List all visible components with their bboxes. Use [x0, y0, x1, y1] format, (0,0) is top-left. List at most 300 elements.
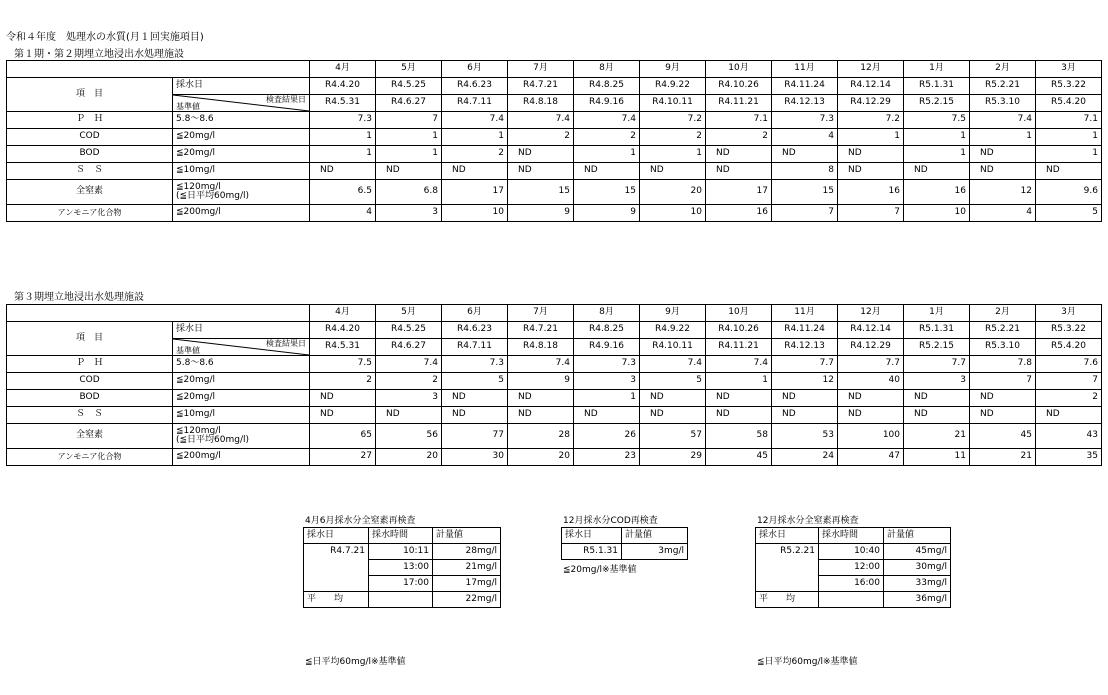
- recheck-value: 30mg/l: [884, 560, 951, 576]
- standard-limit: 5.8～8.6: [176, 358, 214, 369]
- measured-value: 7: [772, 205, 838, 222]
- sampling-date: R5.3.22: [1036, 78, 1102, 95]
- header-measured-value: 計量値: [622, 528, 688, 544]
- page-title: 令和４年度 処理水の水質(月１回実施項目): [6, 32, 204, 43]
- month-header: 3月: [1036, 305, 1102, 322]
- recheck-time: 16:00: [819, 576, 884, 592]
- measured-value: 1: [640, 146, 706, 163]
- sampling-date: R4.8.25: [574, 78, 640, 95]
- measured-value: 1: [310, 129, 376, 146]
- measured-value: 1: [574, 146, 640, 163]
- measured-value: ND: [838, 390, 904, 407]
- recheck-time: 10:40: [819, 544, 884, 560]
- standard-limit: ≦200mg/l: [176, 207, 221, 218]
- measured-value: 1: [376, 129, 442, 146]
- empty-corner-cell: [7, 305, 310, 322]
- parameter-name: Ｐ Ｈ: [7, 356, 173, 373]
- measured-value: 7.4: [376, 356, 442, 373]
- empty-cell: [304, 560, 369, 576]
- water-quality-table-2: [6, 304, 1102, 466]
- result-date: R4.5.31: [310, 95, 376, 112]
- standard-limit: ≦10mg/l: [176, 409, 216, 420]
- sampling-date: R4.9.22: [640, 78, 706, 95]
- measured-value: 7: [1036, 373, 1102, 390]
- measured-value: 7.3: [772, 112, 838, 129]
- measured-value: 8: [772, 163, 838, 180]
- recheck-value: 3mg/l: [622, 544, 688, 560]
- standard-result-diagonal-cell: [173, 339, 310, 356]
- recheck-2-table: [561, 527, 688, 560]
- measured-value: ND: [1036, 163, 1102, 180]
- parameter-name: アンモニア化合物: [7, 205, 173, 222]
- measured-value: 9: [574, 205, 640, 222]
- measured-value: 26: [574, 424, 640, 449]
- recheck-2-note: ≦20mg/l※基準値: [563, 565, 637, 575]
- month-header: 11月: [772, 61, 838, 78]
- measured-value: ND: [442, 407, 508, 424]
- measured-value: 7.7: [838, 356, 904, 373]
- header-sampling-time: 採水時間: [369, 528, 433, 544]
- parameter-row: [7, 205, 1102, 222]
- recheck-date: R5.1.31: [562, 544, 622, 560]
- standard-limit: ≦10mg/l: [176, 165, 216, 176]
- recheck-3-table: [755, 527, 951, 608]
- result-date: R5.2.15: [904, 95, 970, 112]
- measured-value: 4: [310, 205, 376, 222]
- month-header: 4月: [310, 305, 376, 322]
- parameter-row: [7, 424, 1102, 449]
- measured-value: 57: [640, 424, 706, 449]
- measured-value: 7.2: [838, 112, 904, 129]
- result-date-label: 検査結果日: [266, 95, 306, 104]
- measured-value: 2: [1036, 390, 1102, 407]
- parameter-row: [7, 180, 1102, 205]
- parameter-name: Ｓ Ｓ: [7, 163, 173, 180]
- measured-value: ND: [310, 163, 376, 180]
- measured-value: 15: [772, 180, 838, 205]
- result-date: R5.3.10: [970, 339, 1036, 356]
- month-header: 1月: [904, 305, 970, 322]
- measured-value: 2: [574, 129, 640, 146]
- measured-value: 9: [508, 205, 574, 222]
- recheck-3-title: 12月採水分全窒素再検査: [757, 516, 859, 526]
- parameter-row: [7, 373, 1102, 390]
- measured-value: ND: [442, 390, 508, 407]
- parameter-name: Ｐ Ｈ: [7, 112, 173, 129]
- measured-value: 2: [376, 373, 442, 390]
- parameter-row: [7, 112, 1102, 129]
- average-value: 22mg/l: [433, 592, 501, 608]
- measured-value: 7.3: [310, 112, 376, 129]
- measured-value: ND: [442, 163, 508, 180]
- measured-value: ND: [904, 163, 970, 180]
- standard-label: 基準値: [176, 101, 200, 111]
- facility-2-title: 第３期埋立地浸出水処理施設: [14, 292, 144, 303]
- measured-value: ND: [640, 163, 706, 180]
- recheck-1-note: ≦日平均60mg/l※基準値: [305, 657, 406, 667]
- header-sampling-date: 採水日: [304, 528, 369, 544]
- result-date: R5.2.15: [904, 339, 970, 356]
- header-sampling-date: 採水日: [756, 528, 819, 544]
- month-header: 7月: [508, 305, 574, 322]
- measured-value: 1: [1036, 129, 1102, 146]
- measured-value: 35: [1036, 449, 1102, 466]
- parameter-row: [7, 356, 1102, 373]
- result-date: R4.9.16: [574, 95, 640, 112]
- parameter-name: COD: [7, 373, 173, 390]
- recheck-value: 45mg/l: [884, 544, 951, 560]
- recheck-date: R5.2.21: [756, 544, 819, 560]
- month-header: 1月: [904, 61, 970, 78]
- recheck-time: 10:11: [369, 544, 433, 560]
- standard-limit: ≦200mg/l: [176, 451, 221, 462]
- sampling-date-label: 採水日: [173, 78, 310, 95]
- measured-value: 27: [310, 449, 376, 466]
- sampling-date: R4.10.26: [706, 322, 772, 339]
- month-header: 4月: [310, 61, 376, 78]
- measured-value: 10: [640, 205, 706, 222]
- month-header: 12月: [838, 305, 904, 322]
- measured-value: ND: [904, 390, 970, 407]
- measured-value: ND: [310, 390, 376, 407]
- result-date: R4.12.13: [772, 339, 838, 356]
- result-date-label: 検査結果日: [266, 339, 306, 348]
- measured-value: 7.8: [970, 356, 1036, 373]
- result-date: R4.6.27: [376, 95, 442, 112]
- measured-value: 1: [376, 146, 442, 163]
- standard-value: [173, 180, 310, 205]
- month-header-row: [7, 61, 1102, 78]
- measured-value: 7.3: [574, 356, 640, 373]
- measured-value: ND: [772, 407, 838, 424]
- parameter-row: [7, 129, 1102, 146]
- sampling-date: R4.11.24: [772, 322, 838, 339]
- measured-value: 4: [772, 129, 838, 146]
- measured-value: ND: [706, 390, 772, 407]
- measured-value: 45: [706, 449, 772, 466]
- sampling-date: R5.2.21: [970, 322, 1036, 339]
- measured-value: 7: [376, 112, 442, 129]
- parameter-name: Ｓ Ｓ: [7, 407, 173, 424]
- measured-value: 3: [376, 390, 442, 407]
- measured-value: ND: [970, 390, 1036, 407]
- sampling-date: R4.12.14: [838, 78, 904, 95]
- parameter-row: [7, 146, 1102, 163]
- measured-value: 1: [310, 146, 376, 163]
- standard-limit: 5.8～8.6: [176, 114, 214, 125]
- measured-value: 43: [1036, 424, 1102, 449]
- sampling-date: R4.5.25: [376, 78, 442, 95]
- result-date: R4.8.18: [508, 339, 574, 356]
- sampling-date: R5.2.21: [970, 78, 1036, 95]
- parameter-row: [7, 407, 1102, 424]
- measured-value: 16: [904, 180, 970, 205]
- measured-value: 10: [904, 205, 970, 222]
- parameter-name: 全窒素: [7, 424, 173, 449]
- month-header: 2月: [970, 305, 1036, 322]
- measured-value: 17: [442, 180, 508, 205]
- measured-value: 7.7: [772, 356, 838, 373]
- parameter-row: [7, 390, 1102, 407]
- standard-value: [173, 449, 310, 466]
- measured-value: ND: [640, 407, 706, 424]
- recheck-3-note: ≦日平均60mg/l※基準値: [757, 657, 858, 667]
- measured-value: ND: [574, 163, 640, 180]
- sampling-date: R5.1.31: [904, 322, 970, 339]
- measured-value: ND: [970, 407, 1036, 424]
- result-date: R4.8.18: [508, 95, 574, 112]
- sampling-date-label: 採水日: [173, 322, 310, 339]
- measured-value: ND: [970, 163, 1036, 180]
- recheck-value: 28mg/l: [433, 544, 501, 560]
- measured-value: 7.6: [1036, 356, 1102, 373]
- measured-value: ND: [640, 390, 706, 407]
- sampling-date: R4.10.26: [706, 78, 772, 95]
- measured-value: 2: [508, 129, 574, 146]
- result-date: R4.11.21: [706, 95, 772, 112]
- measured-value: 65: [310, 424, 376, 449]
- month-header: 6月: [442, 61, 508, 78]
- standard-label: 基準値: [176, 345, 200, 355]
- standard-value: [173, 373, 310, 390]
- measured-value: 3: [574, 373, 640, 390]
- measured-value: 100: [838, 424, 904, 449]
- recheck-1-title: 4月6月採水分全窒素再検査: [305, 516, 416, 526]
- standard-result-diagonal-cell: [173, 95, 310, 112]
- measured-value: 2: [442, 146, 508, 163]
- measured-value: 9: [508, 373, 574, 390]
- standard-value: [173, 356, 310, 373]
- parameter-name: BOD: [7, 146, 173, 163]
- result-date: R4.6.27: [376, 339, 442, 356]
- measured-value: 1: [706, 373, 772, 390]
- month-header: 6月: [442, 305, 508, 322]
- measured-value: 16: [838, 180, 904, 205]
- measured-value: 7: [838, 205, 904, 222]
- water-quality-table-1: [6, 60, 1102, 222]
- measured-value: 7.4: [574, 112, 640, 129]
- result-date: R4.5.31: [310, 339, 376, 356]
- measured-value: 1: [1036, 146, 1102, 163]
- month-header: 2月: [970, 61, 1036, 78]
- recheck-value: 21mg/l: [433, 560, 501, 576]
- month-header: 7月: [508, 61, 574, 78]
- measured-value: 7.5: [310, 356, 376, 373]
- measured-value: 17: [706, 180, 772, 205]
- measured-value: 21: [970, 449, 1036, 466]
- standard-value: [173, 129, 310, 146]
- measured-value: 7.2: [640, 112, 706, 129]
- result-date: R4.10.11: [640, 339, 706, 356]
- measured-value: 7.4: [640, 356, 706, 373]
- measured-value: ND: [706, 163, 772, 180]
- measured-value: 4: [970, 205, 1036, 222]
- sampling-date: R5.3.22: [1036, 322, 1102, 339]
- average-label: 平 均: [756, 592, 819, 608]
- recheck-2-title: 12月採水分COD再検査: [563, 516, 658, 526]
- measured-value: ND: [904, 407, 970, 424]
- sampling-date: R5.1.31: [904, 78, 970, 95]
- measured-value: 9.6: [1036, 180, 1102, 205]
- measured-value: 7.3: [442, 356, 508, 373]
- measured-value: ND: [508, 390, 574, 407]
- measured-value: 7: [970, 373, 1036, 390]
- measured-value: 3: [904, 373, 970, 390]
- measured-value: 3: [376, 205, 442, 222]
- sampling-date: R4.9.22: [640, 322, 706, 339]
- measured-value: ND: [508, 407, 574, 424]
- standard-value: [173, 407, 310, 424]
- measured-value: 11: [904, 449, 970, 466]
- parameter-name: BOD: [7, 390, 173, 407]
- sampling-date: R4.11.24: [772, 78, 838, 95]
- measured-value: 15: [508, 180, 574, 205]
- header-measured-value: 計量値: [884, 528, 951, 544]
- result-date: R4.12.29: [838, 95, 904, 112]
- measured-value: 7.4: [970, 112, 1036, 129]
- header-sampling-time: 採水時間: [819, 528, 884, 544]
- recheck-value: 17mg/l: [433, 576, 501, 592]
- month-header: 9月: [640, 61, 706, 78]
- measured-value: 24: [772, 449, 838, 466]
- month-header: 8月: [574, 305, 640, 322]
- standard-value: [173, 146, 310, 163]
- measured-value: 7.1: [1036, 112, 1102, 129]
- result-date: R5.4.20: [1036, 339, 1102, 356]
- measured-value: 47: [838, 449, 904, 466]
- measured-value: 1: [970, 129, 1036, 146]
- measured-value: 5: [442, 373, 508, 390]
- sampling-date: R4.6.23: [442, 322, 508, 339]
- measured-value: ND: [838, 163, 904, 180]
- result-date: R4.7.11: [442, 95, 508, 112]
- standard-limit: ≦120mg/l: [176, 181, 221, 192]
- average-value: 36mg/l: [884, 592, 951, 608]
- measured-value: 20: [508, 449, 574, 466]
- measured-value: 10: [442, 205, 508, 222]
- measured-value: 7.5: [904, 112, 970, 129]
- measured-value: 7.4: [508, 356, 574, 373]
- result-date: R4.7.11: [442, 339, 508, 356]
- measured-value: 1: [904, 146, 970, 163]
- header-measured-value: 計量値: [433, 528, 501, 544]
- sampling-date: R4.5.25: [376, 322, 442, 339]
- measured-value: ND: [376, 407, 442, 424]
- empty-cell: [304, 576, 369, 592]
- month-header: 3月: [1036, 61, 1102, 78]
- measured-value: 21: [904, 424, 970, 449]
- measured-value: 5: [640, 373, 706, 390]
- parameter-row: [7, 163, 1102, 180]
- average-label: 平 均: [304, 592, 369, 608]
- sampling-date: R4.12.14: [838, 322, 904, 339]
- month-header: 11月: [772, 305, 838, 322]
- result-date: R4.12.29: [838, 339, 904, 356]
- parameter-row: [7, 449, 1102, 466]
- sampling-date-row: [7, 322, 1102, 339]
- measured-value: 45: [970, 424, 1036, 449]
- result-date: R5.3.10: [970, 95, 1036, 112]
- standard-daily-average: (≦日平均60mg/l): [176, 191, 250, 201]
- measured-value: 16: [706, 205, 772, 222]
- standard-limit: ≦20mg/l: [176, 131, 216, 142]
- measured-value: 1: [838, 129, 904, 146]
- measured-value: 7.4: [508, 112, 574, 129]
- empty-cell: [756, 576, 819, 592]
- measured-value: 29: [640, 449, 706, 466]
- measured-value: 77: [442, 424, 508, 449]
- standard-value: [173, 390, 310, 407]
- recheck-time: 17:00: [369, 576, 433, 592]
- standard-value: [173, 163, 310, 180]
- measured-value: ND: [772, 146, 838, 163]
- measured-value: 2: [640, 129, 706, 146]
- measured-value: 2: [310, 373, 376, 390]
- month-header: 10月: [706, 61, 772, 78]
- standard-limit: ≦20mg/l: [176, 375, 216, 386]
- measured-value: ND: [706, 407, 772, 424]
- month-header: 5月: [376, 305, 442, 322]
- measured-value: 40: [838, 373, 904, 390]
- sampling-date: R4.4.20: [310, 322, 376, 339]
- recheck-time: 12:00: [819, 560, 884, 576]
- measured-value: 7.4: [706, 356, 772, 373]
- sampling-date: R4.4.20: [310, 78, 376, 95]
- measured-value: 23: [574, 449, 640, 466]
- empty-cell: [819, 592, 884, 608]
- measured-value: 5: [1036, 205, 1102, 222]
- measured-value: 1: [574, 390, 640, 407]
- measured-value: 30: [442, 449, 508, 466]
- measured-value: ND: [310, 407, 376, 424]
- standard-daily-average: (≦日平均60mg/l): [176, 435, 250, 445]
- measured-value: 2: [706, 129, 772, 146]
- measured-value: 6.5: [310, 180, 376, 205]
- standard-value: [173, 205, 310, 222]
- empty-cell: [369, 592, 433, 608]
- measured-value: 12: [970, 180, 1036, 205]
- result-date: R4.9.16: [574, 339, 640, 356]
- standard-value: [173, 112, 310, 129]
- standard-limit: ≦120mg/l: [176, 425, 221, 436]
- month-header: 12月: [838, 61, 904, 78]
- measured-value: 12: [772, 373, 838, 390]
- measured-value: 20: [640, 180, 706, 205]
- month-header: 9月: [640, 305, 706, 322]
- standard-limit: ≦20mg/l: [176, 392, 216, 403]
- result-date: R5.4.20: [1036, 95, 1102, 112]
- measured-value: 20: [376, 449, 442, 466]
- parameter-name: 全窒素: [7, 180, 173, 205]
- month-header: 8月: [574, 61, 640, 78]
- month-header: 10月: [706, 305, 772, 322]
- measured-value: 15: [574, 180, 640, 205]
- result-date: R4.11.21: [706, 339, 772, 356]
- measured-value: 7.1: [706, 112, 772, 129]
- facility-1-title: 第１期・第２期埋立地浸出水処理施設: [14, 49, 184, 60]
- measured-value: ND: [508, 163, 574, 180]
- measured-value: 1: [904, 129, 970, 146]
- measured-value: 1: [442, 129, 508, 146]
- standard-limit: ≦20mg/l: [176, 148, 216, 159]
- measured-value: 28: [508, 424, 574, 449]
- recheck-time: 13:00: [369, 560, 433, 576]
- measured-value: ND: [508, 146, 574, 163]
- measured-value: 7.4: [442, 112, 508, 129]
- sampling-date: R4.7.21: [508, 322, 574, 339]
- measured-value: ND: [838, 407, 904, 424]
- item-label: 項 目: [7, 78, 173, 112]
